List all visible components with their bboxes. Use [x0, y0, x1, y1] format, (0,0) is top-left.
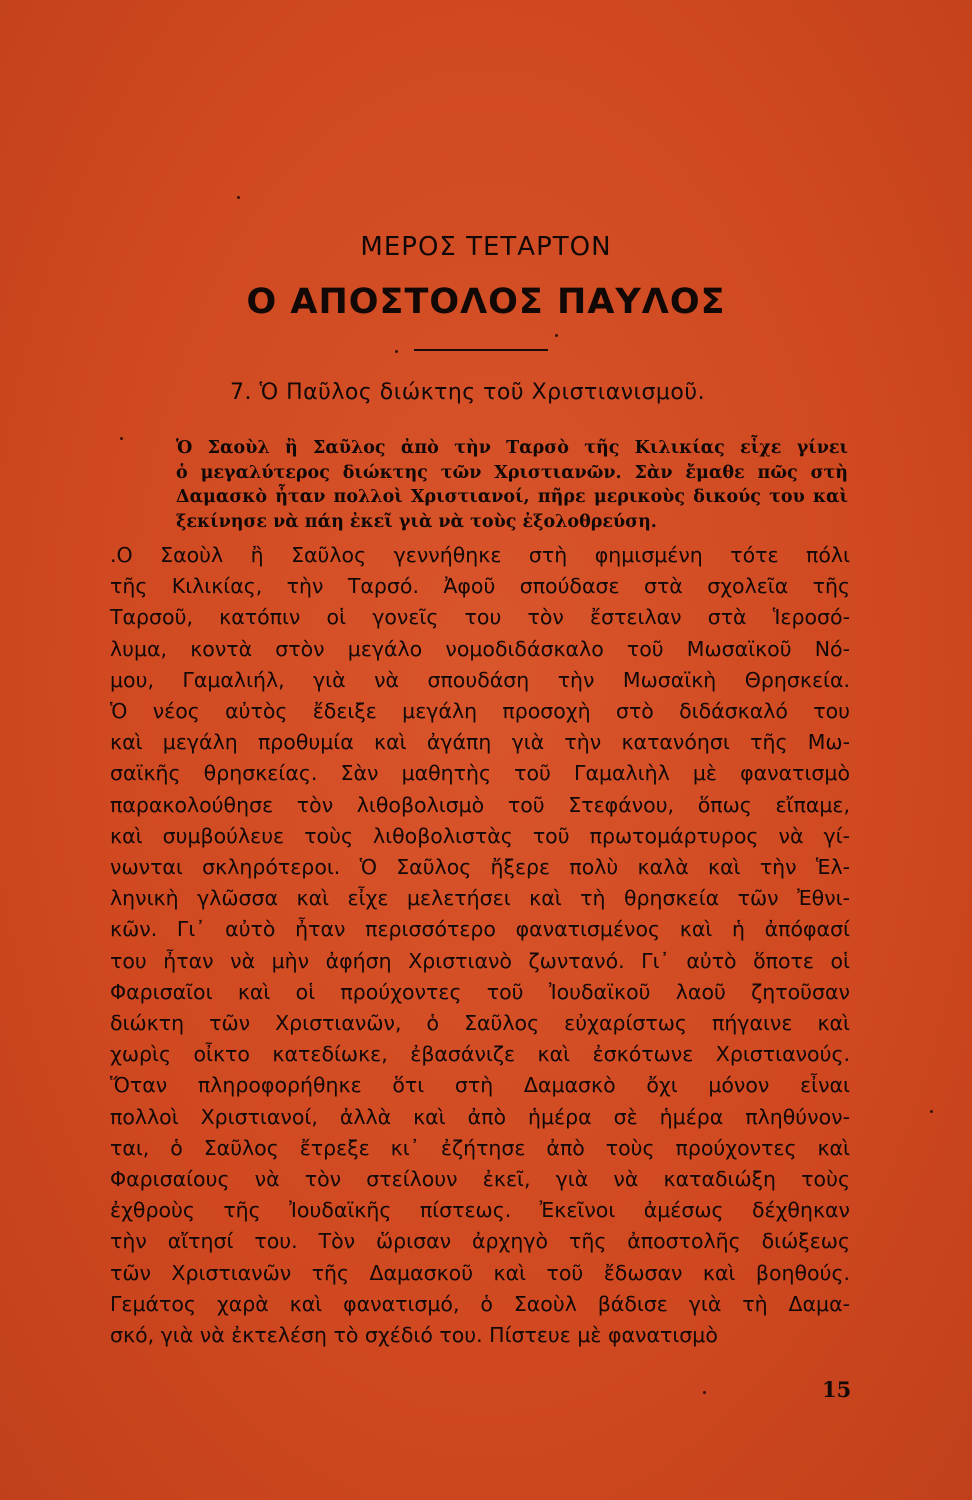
- ink-speck: [555, 334, 558, 337]
- ink-speck: [120, 437, 123, 440]
- body-line: καὶ συμβούλευε τοὺς λιθοβολιστὰς τοῦ πρωτομάρτυρος νὰ γί-: [110, 823, 850, 848]
- body-line: Φαρισαῖοι καὶ οἱ προύχοντες τοῦ Ἰουδαϊκοῦ λαοῦ ζητοῦσαν: [110, 979, 850, 1004]
- body-line: λυμα, κοντὰ στὸν μεγάλο νομοδιδάσκαλο τοῦ Μωσαϊκοῦ Νό-: [110, 636, 850, 661]
- section-summary: [176, 436, 848, 534]
- body-text: [110, 540, 850, 1351]
- body-line: πολλοὶ Χριστιανοί, ἀλλὰ καὶ ἀπὸ ἡμέρα σὲ ἡμέρα πληθύνον-: [110, 1104, 850, 1129]
- body-line: σαϊκῆς θρησκείας. Σὰν μαθητὴς τοῦ Γαμαλιὴλ μὲ φανατισμὸ: [110, 761, 850, 786]
- body-line: του ἦταν νὰ μὴν ἀφήση Χριστιανὸ ζωντανό. Γι᾽ αὐτὸ ὅποτε οἱ: [110, 948, 850, 973]
- body-line: μου, Γαμαλιήλ, γιὰ νὰ σπουδάση τὴν Μωσαϊκὴ Θρησκεία.: [110, 667, 850, 692]
- body-line: χωρὶς οἶκτο κατεδίωκε, ἐβασάνιζε καὶ ἐσκότωνε Χριστιανούς.: [110, 1042, 850, 1067]
- body-line: τῆς Κιλικίας, τὴν Ταρσό. Ἀφοῦ σπούδασε στὰ σχολεῖα τῆς: [110, 574, 850, 599]
- body-line: κῶν. Γι᾽ αὐτὸ ἦταν περισσότερο φανατισμένος καὶ ἡ ἀπόφασί: [110, 917, 850, 942]
- body-line: σκό, γιὰ νὰ ἐκτελέση τὸ σχέδιό του. Πίστευε μὲ φανατισμὸ: [110, 1323, 718, 1348]
- body-line: διώκτη τῶν Χριστιανῶν, ὁ Σαῦλος εὐχαρίστως πήγαινε καὶ: [110, 1011, 850, 1036]
- summary-line: Ὁ Σαοὺλ ἢ Σαῦλος ἀπὸ τὴν Ταρσὸ τῆς Κιλικίας εἶχε γίνει: [176, 438, 848, 458]
- ink-speck: [395, 350, 398, 353]
- summary-line: Δαμασκὸ ἦταν πολλοὶ Χριστιανοί, πῆρε μερικοὺς δικούς του καὶ: [176, 487, 848, 507]
- body-line: Γεμάτος χαρὰ καὶ φανατισμό, ὁ Σαοὺλ βάδισε γιὰ τὴ Δαμα-: [110, 1291, 850, 1316]
- ink-speck: [930, 1110, 933, 1113]
- summary-line: ξεκίνησε νὰ πάη ἐκεῖ γιὰ νὰ τοὺς ἐξολοθρεύση.: [176, 511, 657, 532]
- body-line: παρακολούθησε τὸν λιθοβολισμὸ τοῦ Στεφάνου, ὅπως εἴπαμε,: [110, 792, 850, 817]
- ink-speck: [237, 196, 240, 199]
- chapter-title: Ο ΑΠΟΣΤΟΛΟΣ ΠΑΥΛΟΣ: [246, 282, 726, 322]
- title-divider: [414, 349, 548, 351]
- body-line: .Ο Σαοὺλ ἢ Σαῦλος γεννήθηκε στὴ φημισμένη τότε πόλι: [110, 543, 850, 567]
- body-line: νωνται σκληρότεροι. Ὁ Σαῦλος ἤξερε πολὺ καλὰ καὶ τὴν Ἑλ-: [110, 855, 850, 880]
- body-line: Ὅταν πληροφορήθηκε ὅτι στὴ Δαμασκὸ ὄχι μόνον εἶναι: [110, 1073, 850, 1098]
- body-line: καὶ μεγάλη προθυμία καὶ ἀγάπη γιὰ τὴν κατανόησι τῆς Μω-: [110, 730, 850, 755]
- section-title: 7. Ὁ Παῦλος διώκτης τοῦ Χριστιανισμοῦ.: [230, 380, 706, 405]
- body-line: ἐχθροὺς τῆς Ἰουδαϊκῆς πίστεως. Ἐκεῖνοι ἀμέσως δέχθηκαν: [110, 1198, 850, 1223]
- body-line: ληνικὴ γλῶσσα καὶ εἶχε μελετήσει καὶ τὴ θρησκεία τῶν Ἐθνι-: [110, 886, 850, 911]
- body-line: ται, ὁ Σαῦλος ἔτρεξε κι᾽ ἐζήτησε ἀπὸ τοὺς προύχοντες καὶ: [110, 1135, 850, 1160]
- page-number: 15: [822, 1377, 852, 1402]
- ink-speck: [703, 1391, 706, 1394]
- body-line: τὴν αἴτησί του. Τὸν ὥρισαν ἀρχηγὸ τῆς ἀποστολῆς διώξεως: [110, 1229, 850, 1254]
- part-heading: ΜΕΡΟΣ ΤΕΤΑΡΤΟΝ: [360, 232, 612, 262]
- body-line: Ὁ νέος αὐτὸς ἔδειξε μεγάλη προσοχὴ στὸ διδάσκαλό του: [110, 699, 850, 724]
- body-line: τῶν Χριστιανῶν τῆς Δαμασκοῦ καὶ τοῦ ἔδωσαν καὶ βοηθούς.: [110, 1260, 850, 1285]
- summary-line: ὁ μεγαλύτερος διώκτης τῶν Χριστιανῶν. Σὰν ἔμαθε πῶς στὴ: [176, 462, 848, 483]
- body-line: Φαρισαίους νὰ τὸν στείλουν ἐκεῖ, γιὰ νὰ καταδιώξη τοὺς: [110, 1167, 850, 1192]
- body-line: Ταρσοῦ, κατόπιν οἱ γονεῖς του τὸν ἔστειλαν στὰ Ἱεροσό-: [110, 605, 850, 630]
